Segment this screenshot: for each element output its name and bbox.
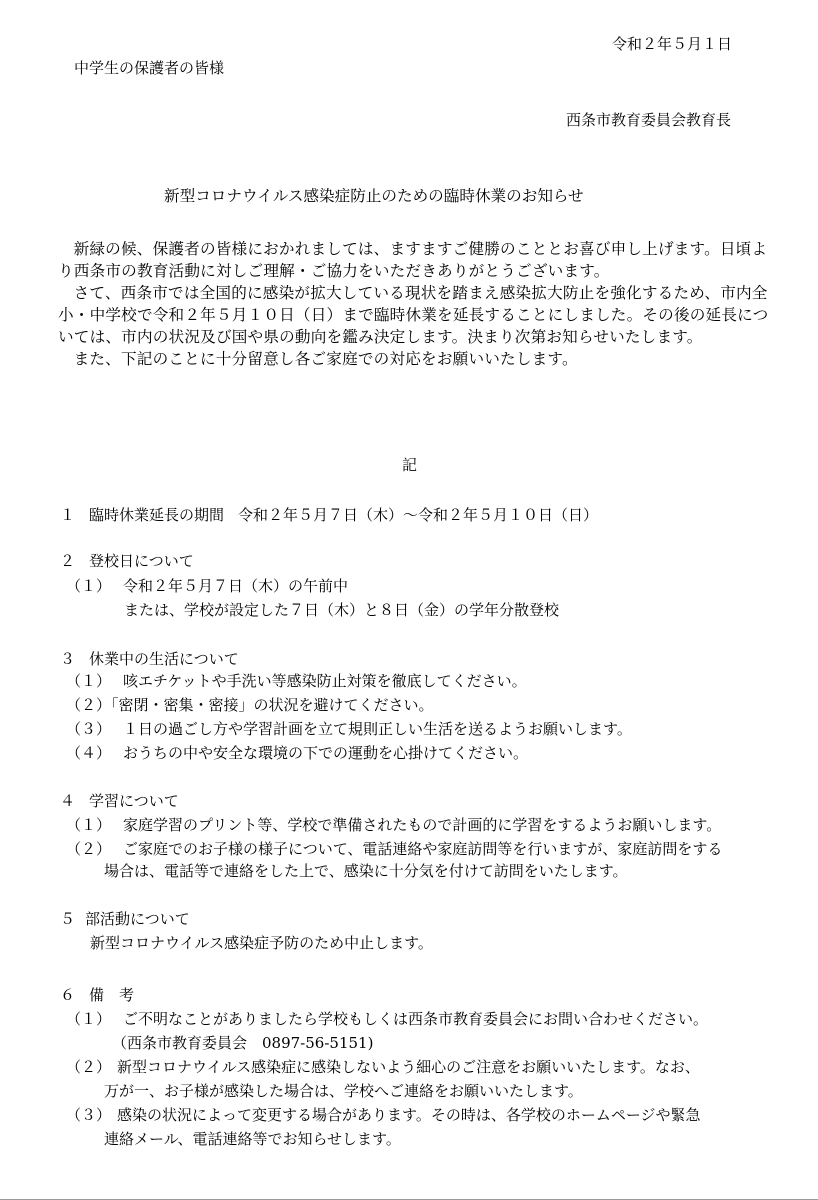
item-text: おうちの中や安全な環境の下での運動を心掛けてください。 <box>123 744 529 762</box>
item-text: 「密閉・密集・密接」の状況を避けてください。 <box>111 696 434 714</box>
list-item <box>66 1056 700 1078</box>
section-number: ６ <box>60 986 76 1004</box>
section-number: ４ <box>60 792 76 810</box>
list-item <box>66 694 434 716</box>
item-text: 感染の状況によって変更する場合があります。その時は、各学校のホームページや緊急 <box>117 1106 701 1124</box>
section-5 <box>60 908 190 930</box>
section-4 <box>60 790 179 812</box>
section-heading: 登校日について <box>89 552 194 570</box>
section-number: １ <box>60 506 76 524</box>
list-item <box>66 1104 701 1126</box>
section-value: 令和２年５月７日（木）～令和２年５月１０日（日） <box>238 506 599 524</box>
section-heading: 部活動について <box>85 910 190 928</box>
item-text: 令和２年５月７日（木）の午前中 <box>123 577 349 595</box>
list-item-continuation: 場合は、電話等で連絡をした上で、感染に十分気を付けて訪問をいたします。 <box>104 862 628 880</box>
item-text: 咳エチケットや手洗い等感染防止対策を徹底してください。 <box>123 672 527 690</box>
section-heading: 学習について <box>89 792 179 810</box>
section-2 <box>60 550 194 572</box>
intro-paragraph-1: 新緑の候、保護者の皆様におかれましては、ますますご健勝のこととお喜び申し上げます。日頃より西条市の教育活動に対しご理解・ご協力をいただきありがとうございます。 <box>58 240 768 280</box>
item-number: （１） <box>66 672 112 690</box>
section-number: ３ <box>60 650 76 668</box>
item-number: （２） <box>66 696 112 714</box>
list-item <box>66 814 721 836</box>
item-text: １日の過ごし方や学習計画を立て規則正しい生活を送るようお願いします。 <box>123 720 632 738</box>
section-6 <box>60 984 134 1006</box>
item-text: 新型コロナウイルス感染症に感染しないよう細心のご注意をお願いいたします。なお、 <box>117 1058 700 1076</box>
item-number: （１） <box>66 1010 112 1028</box>
list-item <box>66 575 348 597</box>
item-number: （１） <box>66 816 112 834</box>
addressee: 中学生の保護者の皆様 <box>74 59 225 77</box>
sender: 西条市教育委員会教育長 <box>566 111 732 129</box>
section-heading: 臨時休業延長の期間 <box>89 506 225 524</box>
list-item <box>66 742 528 764</box>
intro-text <box>58 238 776 370</box>
document-title: 新型コロナウイルス感染症防止のための臨時休業のお知らせ <box>164 187 584 205</box>
list-item <box>66 718 632 740</box>
issue-date: 令和２年５月１日 <box>612 35 733 53</box>
list-item <box>66 838 722 860</box>
item-number: （３） <box>66 720 112 738</box>
section-heading: 休業中の生活について <box>89 650 239 668</box>
section-1 <box>60 504 598 526</box>
ki-label: 記 <box>402 456 418 474</box>
item-text: ご家庭でのお子様の様子について、電話連絡や家庭訪問等を行いますが、家庭訪問をする <box>123 840 723 858</box>
intro-paragraph-3: また、下記のことに十分留意し各ご家庭での対応をお願いいたします。 <box>73 350 578 368</box>
list-item-continuation: 万が一、お子様が感染した場合は、学校へご連絡をお願いいたします。 <box>104 1082 583 1100</box>
item-number: （４） <box>66 744 112 762</box>
list-item <box>66 670 527 692</box>
list-item-continuation: 連絡メール、電話連絡等でお知らせします。 <box>104 1130 401 1148</box>
list-item-continuation: （西条市教育委員会 0897-56-5151) <box>112 1034 374 1052</box>
section-5-text: 新型コロナウイルス感染症予防のため中止します。 <box>90 934 433 952</box>
section-number: ５ <box>60 910 76 928</box>
list-item-continuation: または、学校が設定した７日（木）と８日（金）の学年分散登校 <box>124 601 560 619</box>
item-text: ご不明なことがありましたら学校もしくは西条市教育委員会にお問い合わせください。 <box>123 1010 709 1028</box>
item-number: （２） <box>66 840 112 858</box>
section-number: ２ <box>60 552 76 570</box>
item-number: （３） <box>66 1106 112 1124</box>
list-item <box>66 1008 708 1030</box>
intro-paragraph-2: さて、西条市では全国的に感染が拡大している現状を踏まえ感染拡大防止を強化するため、市内全小・中学校で令和２年５月１０日（日）まで臨時休業を延長することにしました。その後の延長については、市内の状況及び国や県の動向を鑑み決定します。決まり次第お知らせいたします。 <box>58 284 769 346</box>
section-3 <box>60 648 239 670</box>
item-number: （１） <box>66 577 112 595</box>
section-heading: 備 考 <box>89 986 135 1004</box>
item-number: （２） <box>66 1058 112 1076</box>
item-text: 家庭学習のプリント等、学校で準備されたもので計画的に学習をするようお願いします。 <box>123 816 722 834</box>
